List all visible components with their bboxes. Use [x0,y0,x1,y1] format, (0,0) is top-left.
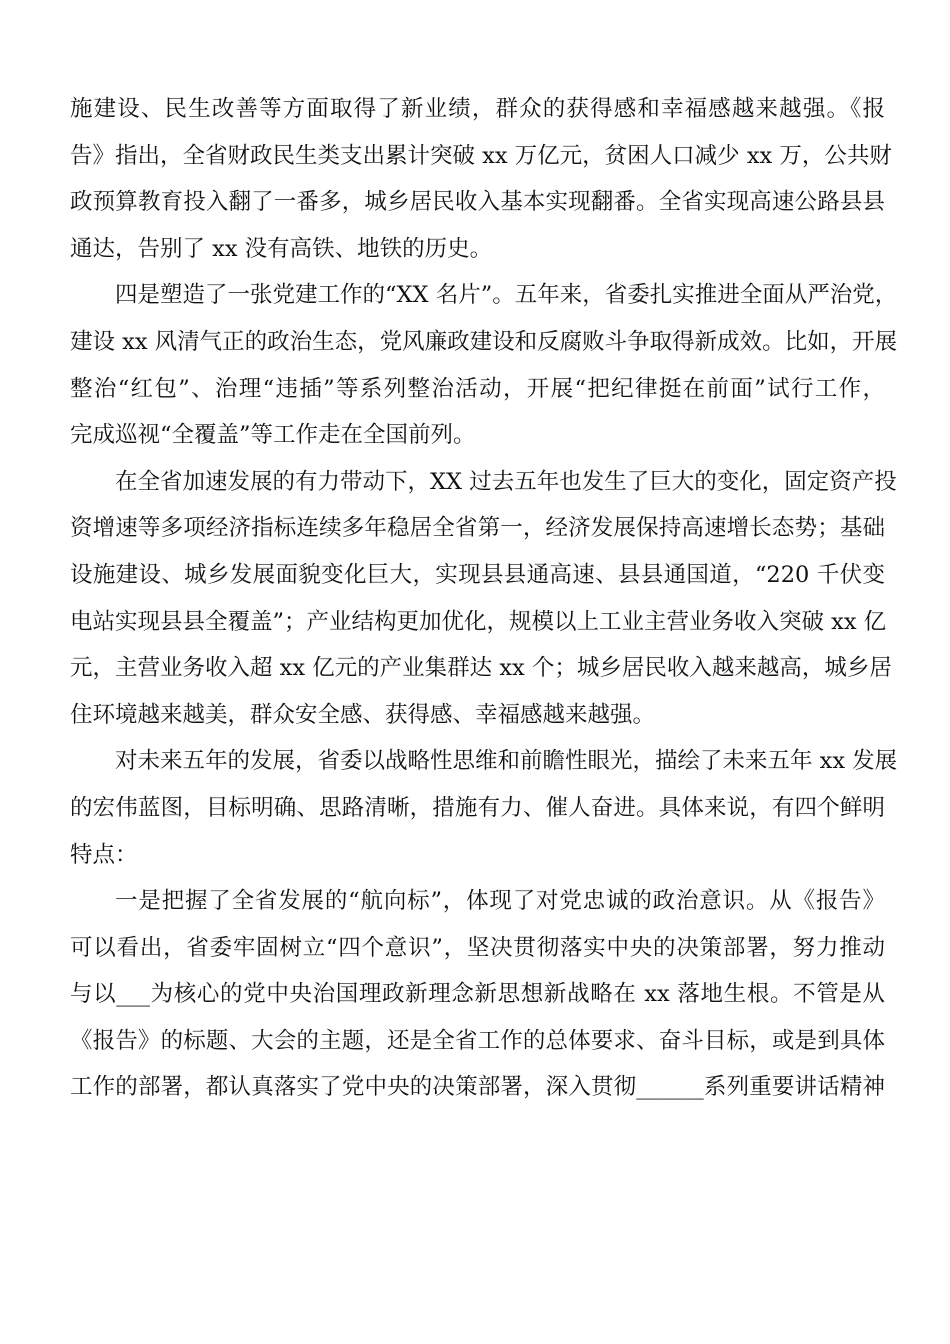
text-line: 建设 xx 风清气正的政治生态，党风廉政建设和反腐败斗争取得新成效。比如，开展 [70,328,898,355]
body-text [70,86,898,1111]
text-line: 《报告》的标题、大会的主题，还是全省工作的总体要求、奋斗目标，或是到具体 [70,1027,885,1054]
text-line: 可以看出，省委牢固树立“四个意识”，坚决贯彻落实中央的决策部署，努力推动 [70,934,885,961]
text-line: 通达，告别了 xx 没有高铁、地铁的历史。 [70,235,493,262]
text-line: 政预算教育投入翻了一番多，城乡居民收入基本实现翻番。全省实现高速公路县县 [70,189,885,216]
text-line: 住环境越来越美，群众安全感、获得感、幸福感越来越强。 [70,701,656,728]
text-line: 资增速等多项经济指标连续多年稳居全省第一，经济发展保持高速增长态势；基础 [70,515,885,542]
text-line: 告》指出，全省财政民生类支出累计突破 xx 万亿元，贫困人口减少 xx 万，公共财 [70,142,892,169]
text-line: 特点： [70,841,138,868]
text-line: 施建设、民生改善等方面取得了新业绩，群众的获得感和幸福感越来越强。《报 [70,96,885,122]
text-line: 电站实现县县全覆盖”；产业结构更加优化，规模以上工业主营业务收入突破 xx 亿 [70,608,887,635]
text-line: 完成巡视“全覆盖”等工作走在全国前列。 [70,422,476,449]
text-line: 设施建设、城乡发展面貌变化巨大，实现县县通高速、县县通国道，“220 千伏变 [70,561,885,588]
text-line: 的宏伟蓝图，目标明确、思路清晰，措施有力、催人奋进。具体来说，有四个鲜明 [70,794,885,821]
paragraph-first-line: 四是塑造了一张党建工作的“XX 名片”。五年来，省委扎实推进全面从严治党， [115,282,898,309]
text-line: 元，主营业务收入超 xx 亿元的产业集群达 xx 个；城乡居民收入越来越高，城乡居 [70,655,892,682]
text-line: 工作的部署，都认真落实了党中央的决策部署，深入贯彻______系列重要讲话精神 [70,1074,885,1101]
paragraph-first-line: 在全省加速发展的有力带动下，XX 过去五年也发生了巨大的变化，固定资产投 [115,468,897,495]
paragraph-first-line: 一是把握了全省发展的“航向标”，体现了对党忠诚的政治意识。从《报告》 [115,888,885,915]
paragraph-first-line: 对未来五年的发展，省委以战略性思维和前瞻性眼光，描绘了未来五年 xx 发展 [115,748,898,775]
text-line: 与以___为核心的党中央治国理政新理念新思想新战略在 xx 落地生根。不管是从 [70,981,885,1008]
text-line: 整治“红包”、治理“违插”等系列整治活动，开展“把纪律挺在前面”试行工作， [70,375,885,402]
